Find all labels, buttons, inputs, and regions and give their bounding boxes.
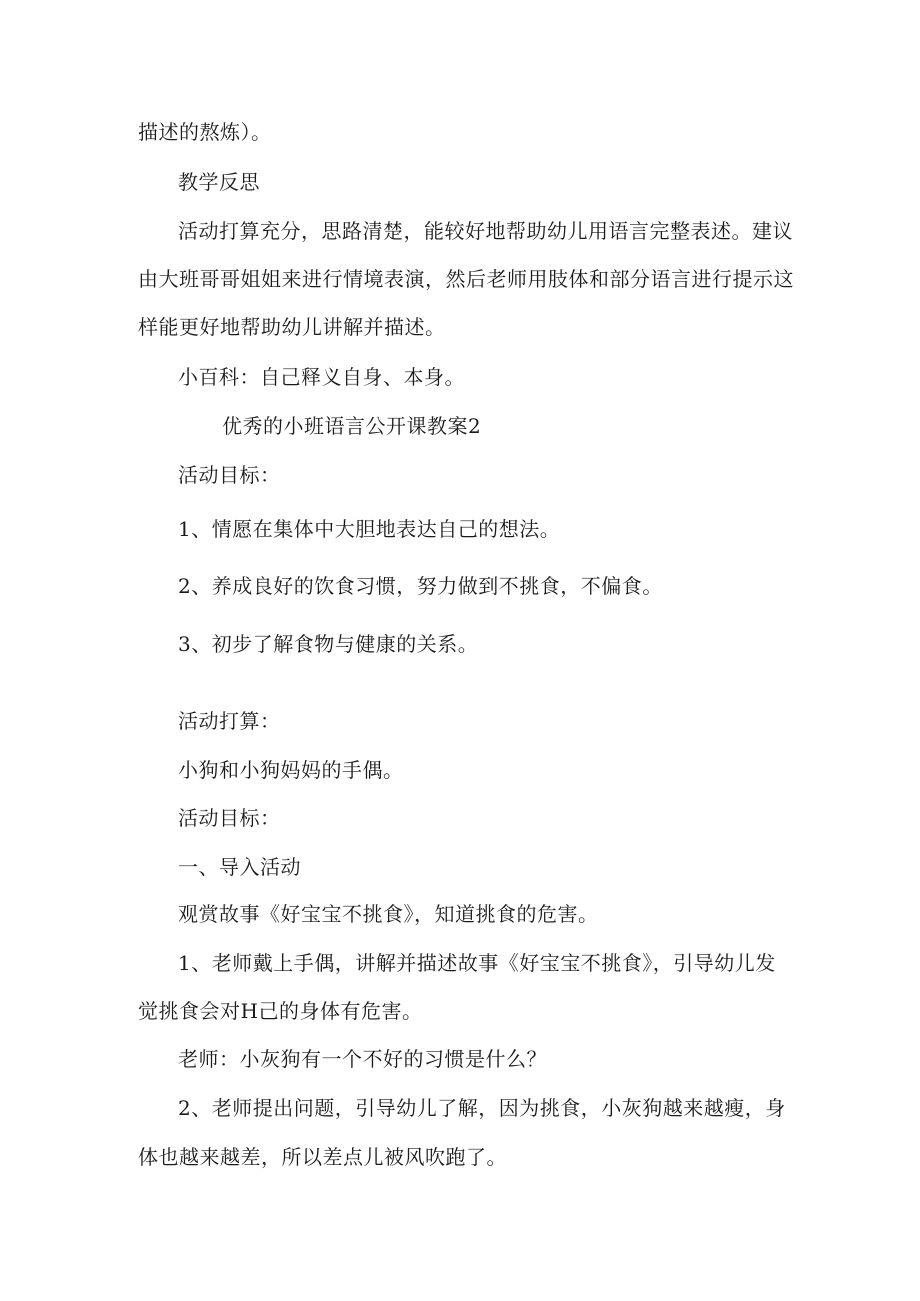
section-heading: 教学反思 — [178, 170, 260, 194]
paragraph-line: 体也越来越差，所以差点儿被风吹跑了。 — [138, 1145, 507, 1169]
list-item: 2、养成良好的饮食习惯，努力做到不挑食，不偏食。 — [178, 574, 663, 598]
paragraph-line: 样能更好地帮助幼儿讲解并描述。 — [138, 315, 446, 339]
list-item: 1、情愿在集体中大胆地表达自己的想法。 — [178, 517, 561, 541]
paragraph-line: 描述的熬炼）。 — [138, 120, 272, 144]
section-heading: 一、导入活动 — [178, 855, 301, 879]
paragraph-line: 活动打算充分，思路清楚，能较好地帮助幼儿用语言完整表述。建议 — [178, 219, 793, 243]
paragraph-line: 观赏故事《好宝宝不挑食》，知道挑食的危害。 — [178, 902, 599, 926]
list-item: 2、老师提出问题，引导幼儿了解，因为挑食，小灰狗越来越瘦，身 — [178, 1096, 786, 1120]
paragraph-line: 觉挑食会对H己的身体有危害。 — [138, 999, 423, 1023]
paragraph-line: 小百科：自己释义自身、本身。 — [178, 365, 465, 389]
section-heading: 活动目标： — [178, 463, 281, 487]
list-item: 3、初步了解食物与健康的关系。 — [178, 632, 479, 656]
document-title: 优秀的小班语言公开课教案2 — [222, 414, 482, 438]
section-heading: 活动目标： — [178, 806, 281, 830]
list-item: 1、老师戴上手偶，讲解并描述故事《好宝宝不挑食》，引导幼儿发 — [178, 951, 776, 975]
paragraph-line: 小狗和小狗妈妈的手偶。 — [178, 758, 404, 782]
section-heading: 活动打算： — [178, 709, 281, 733]
paragraph-line: 由大班哥哥姐姐来进行情境表演，然后老师用肢体和部分语言进行提示这 — [138, 267, 794, 291]
paragraph-line: 老师：小灰狗有一个不好的习惯是什么？ — [178, 1047, 547, 1071]
